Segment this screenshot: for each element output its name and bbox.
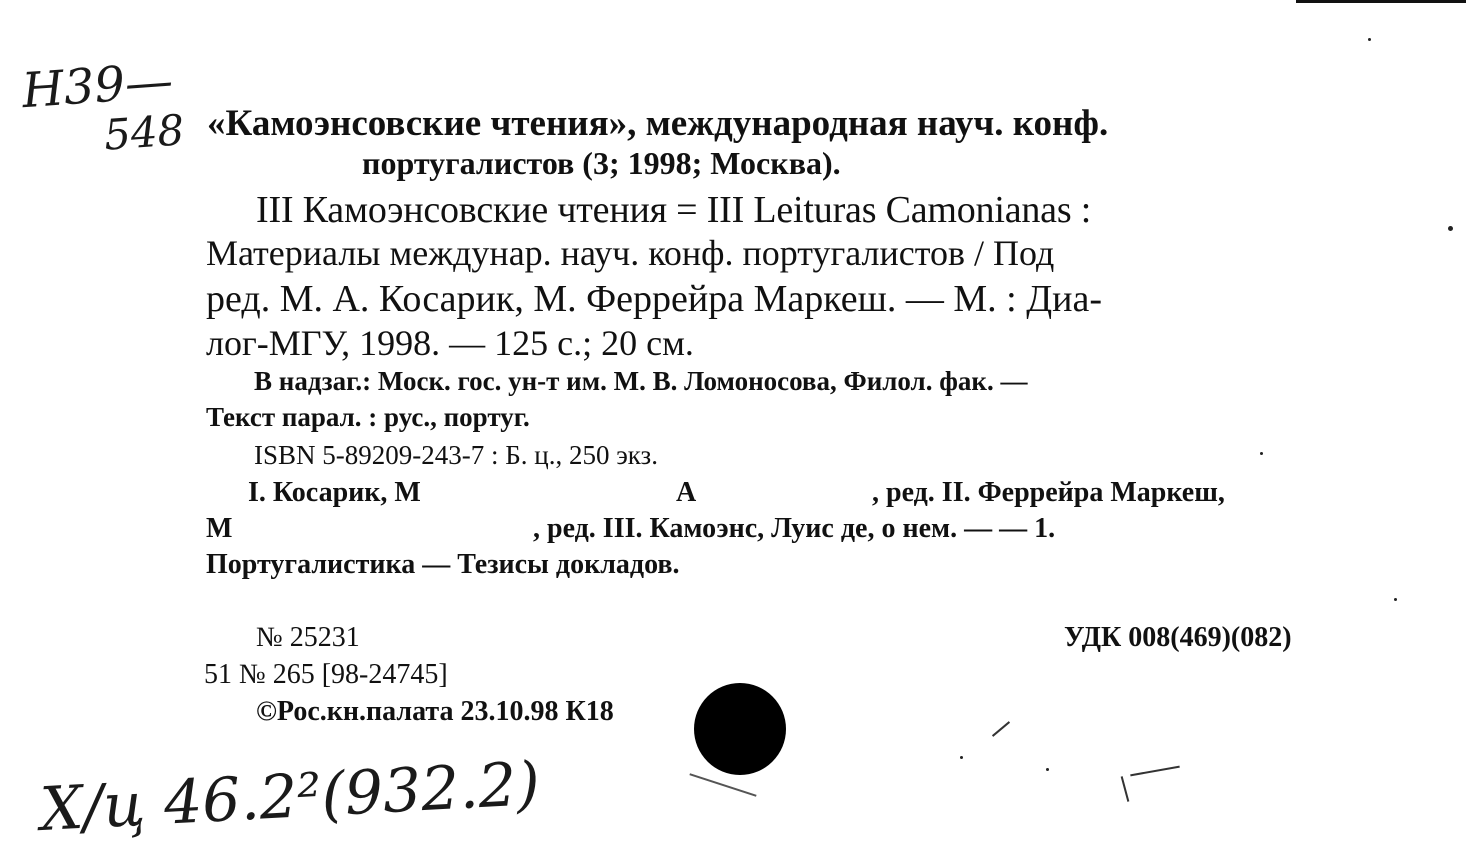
book-chamber-stamp: ©Рос.кн.палата 23.10.98 К18: [256, 696, 614, 727]
tracing-line-2b: , ред. III. Камоэнс, Луис де, о нем. — — 1.: [533, 513, 1056, 544]
heading-line-1: «Камоэнсовские чтения», международная науч. конф.: [207, 103, 1109, 144]
speck: [1448, 226, 1453, 231]
pencil-mark: [992, 721, 1010, 737]
pencil-mark: [1130, 766, 1180, 777]
handwritten-shelf-mark-bottom: 548: [102, 105, 186, 160]
speck: [1260, 452, 1263, 455]
card-punch-hole: [694, 683, 786, 775]
heading-line-2: португалистов (3; 1998; Москва).: [362, 145, 841, 181]
speck: [1368, 38, 1371, 41]
handwritten-shelf-mark-top: Н39—: [20, 52, 175, 120]
udk-code: УДК 008(469)(082): [1064, 622, 1292, 653]
note-line-1: В надзаг.: Моск. гос. ун-т им. М. В. Ломоносова, Филол. фак. —: [254, 366, 1028, 396]
title-line-1: III Камоэнсовские чтения = III Leituras Camonianas :: [256, 189, 1092, 231]
tracing-line-1b: А: [676, 477, 697, 508]
speck: [1046, 768, 1049, 771]
speck: [1394, 598, 1397, 601]
top-edge-line: [1296, 0, 1466, 3]
pencil-mark: [689, 773, 756, 797]
isbn-line: ISBN 5-89209-243-7 : Б. ц., 250 экз.: [254, 440, 658, 470]
title-line-2: Материалы междунар. науч. конф. португалистов / Под: [206, 233, 1055, 273]
tracing-line-1a: I. Косарик, М: [248, 477, 421, 508]
handwritten-classification-index: Х/ц 46.2²(932.2): [38, 748, 542, 846]
title-line-4: лог-МГУ, 1998. — 125 с.; 20 см.: [206, 323, 694, 363]
tracing-line-1c: , ред. II. Феррейра Маркеш,: [872, 477, 1225, 508]
title-line-3: ред. М. А. Косарик, М. Феррейра Маркеш. — М. : Диа-: [206, 278, 1102, 320]
record-number: № 25231: [256, 622, 360, 653]
tracing-line-2a: М: [206, 513, 233, 544]
tracing-line-3: Португалистика — Тезисы докладов.: [206, 549, 680, 580]
record-number-2: 51 № 265 [98-24745]: [204, 659, 448, 690]
pencil-mark: [1121, 776, 1130, 802]
speck: [960, 756, 963, 759]
note-line-2: Текст парал. : рус., португ.: [206, 402, 530, 432]
